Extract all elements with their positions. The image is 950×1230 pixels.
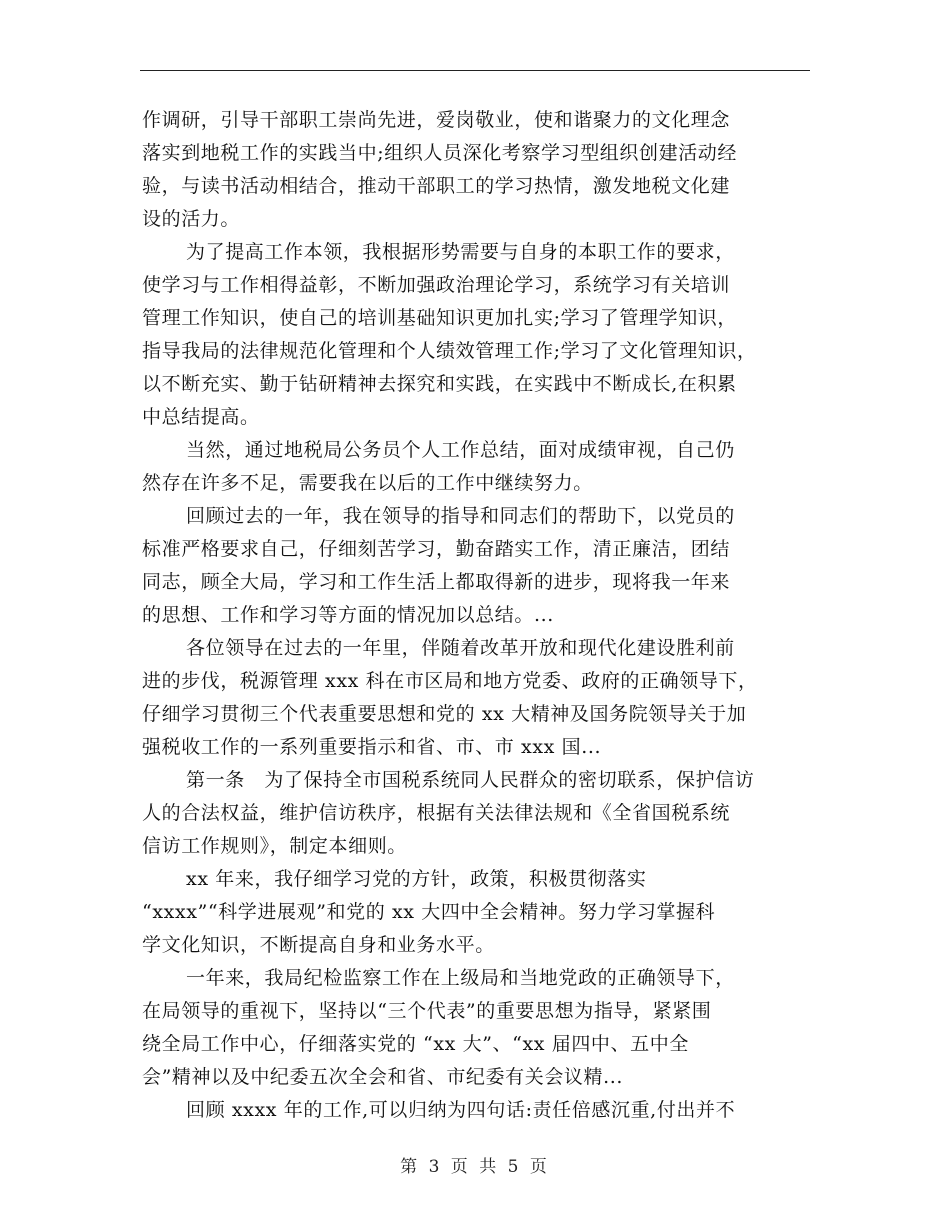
text-line: xx 年来，我仔细学习党的方针，政策，积极贯彻落实 xyxy=(186,868,647,890)
text-line: 落实到地税工作的实践当中;组织人员深化考察学习型组织创建活动经 xyxy=(142,142,738,164)
text-line: 验，与读书活动相结合，推动干部职工的学习热情，激发地税文化建 xyxy=(142,175,731,197)
text-line: 然存在许多不足，需要我在以后的工作中继续努力。 xyxy=(142,472,593,494)
paragraph xyxy=(142,863,814,962)
text-line: 当然，通过地税局公务员个人工作总结，面对成绩审视，自己仍 xyxy=(186,439,735,461)
paragraph xyxy=(142,962,814,1094)
text-line: 指导我局的法律规范化管理和个人绩效管理工作;学习了文化管理知识， xyxy=(142,340,757,362)
paragraph xyxy=(142,434,814,500)
text-line: 在局领导的重视下，坚持以“三个代表”的重要思想为指导，紧紧围 xyxy=(142,1000,712,1022)
text-line: 学文化知识，不断提高自身和业务水平。 xyxy=(142,934,495,956)
text-line: 进的步伐，税源管理 xxx 科在市区局和地方党委、政府的正确领导下， xyxy=(142,670,758,692)
text-line: 强税收工作的一系列重要指示和省、市、市 xxx 国... xyxy=(142,736,602,758)
paragraph xyxy=(142,1094,814,1127)
text-line: 作调研，引导干部职工崇尚先进，爱岗敬业，使和谐聚力的文化理念 xyxy=(142,109,731,131)
text-line: 人的合法权益，维护信访秩序，根据有关法律法规和《全省国税系统 xyxy=(142,802,731,824)
paragraph xyxy=(142,236,814,434)
text-line: 绕全局工作中心，仔细落实党的 “xx 大”、“xx 届四中、五中全 xyxy=(142,1033,689,1055)
text-line: 同志，顾全大局，学习和工作生活上都取得新的进步，现将我一年来 xyxy=(142,571,731,593)
paragraph xyxy=(142,104,814,236)
paragraph xyxy=(142,764,814,863)
paragraph xyxy=(142,632,814,764)
text-line: 标准严格要求自己，仔细刻苦学习，勤奋踏实工作，清正廉洁，团结 xyxy=(142,538,731,560)
text-line: 的思想、工作和学习等方面的情况加以总结。... xyxy=(142,604,554,626)
text-line: 第一条 为了保持全市国税系统同人民群众的密切联系，保护信访 xyxy=(186,769,755,791)
text-line: “xxxx”“科学进展观”和党的 xx 大四中全会精神。努力学习掌握科 xyxy=(142,901,716,923)
text-line: 信访工作规则》，制定本细则。 xyxy=(142,835,407,857)
text-line: 中总结提高。 xyxy=(142,406,260,428)
document-body xyxy=(142,104,814,1127)
text-line: 回顾 xxxx 年的工作,可以归纳为四句话:责任倍感沉重,付出并不 xyxy=(186,1099,736,1121)
text-line: 各位领导在过去的一年里，伴随着改革开放和现代化建设胜利前 xyxy=(186,637,735,659)
text-line: 回顾过去的一年，我在领导的指导和同志们的帮助下，以党员的 xyxy=(186,505,735,527)
header-rule xyxy=(140,70,810,71)
text-line: 设的活力。 xyxy=(142,208,241,230)
text-line: 使学习与工作相得益彰，不断加强政治理论学习，系统学习有关培训 xyxy=(142,274,731,296)
text-line: 一年来，我局纪检监察工作在上级局和当地党政的正确领导下， xyxy=(186,967,735,989)
text-line: 仔细学习贯彻三个代表重要思想和党的 xx 大精神及国务院领导关于加 xyxy=(142,703,747,725)
text-line: 为了提高工作本领，我根据形势需要与自身的本职工作的要求， xyxy=(186,241,735,263)
text-line: 会”精神以及中纪委五次全会和省、市纪委有关会议精... xyxy=(142,1066,624,1088)
paragraph xyxy=(142,500,814,632)
text-line: 以不断充实、勤于钻研精神去探究和实践，在实践中不断成长,在积累 xyxy=(142,373,737,395)
text-line: 管理工作知识，使自己的培训基础知识更加扎实;学习了管理学知识， xyxy=(142,307,738,329)
page-number-footer: 第 3 页 共 5 页 xyxy=(400,1157,550,1177)
